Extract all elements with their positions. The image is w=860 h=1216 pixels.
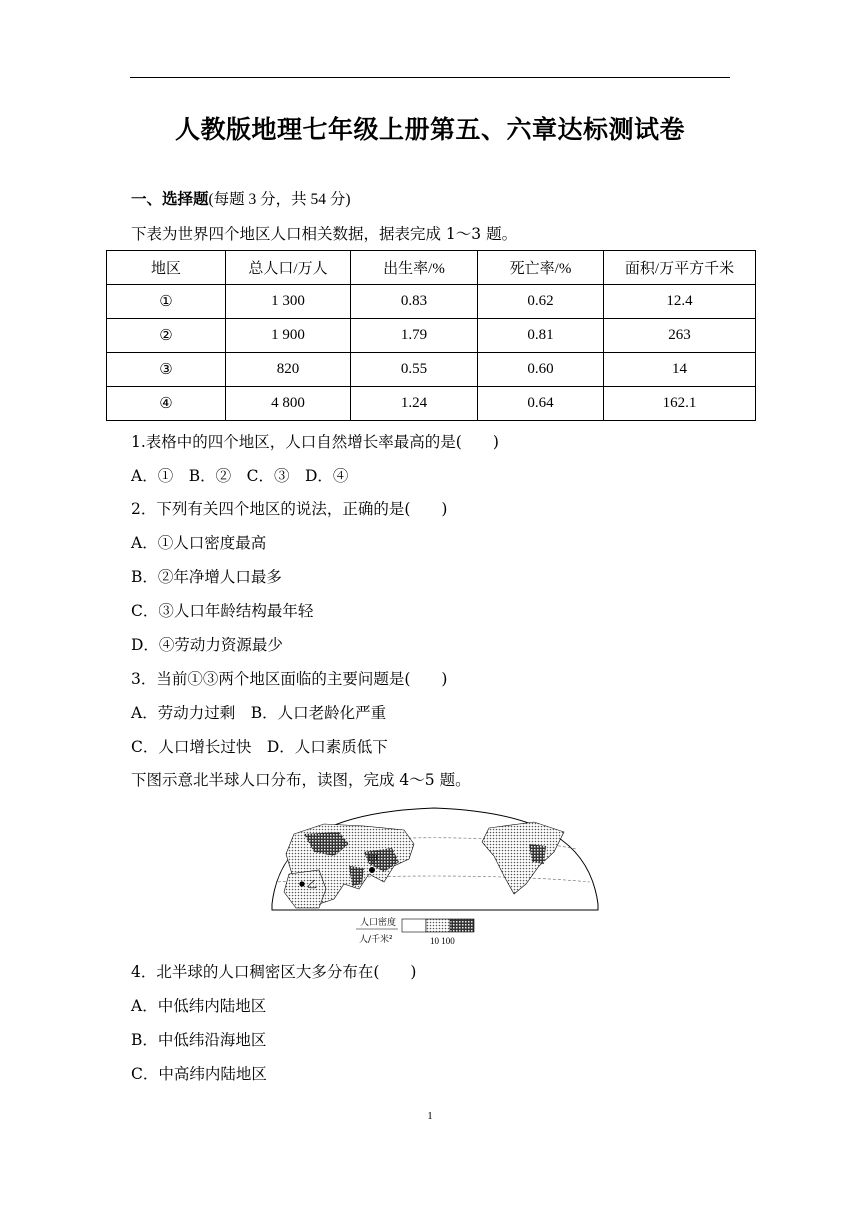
table-cell: 0.81 <box>478 319 604 353</box>
table-header: 死亡率/% <box>478 251 604 285</box>
question-3-stem: 3．当前①③两个地区面临的主要问题是( ) <box>131 670 448 688</box>
question-2-option-b: B．②年净增人口最多 <box>131 568 282 586</box>
table-cell: 0.83 <box>351 285 478 319</box>
table-row <box>107 285 756 319</box>
table-cell: 820 <box>226 353 351 387</box>
table-cell: 12.4 <box>604 285 756 319</box>
legend-swatch-mid <box>426 919 450 932</box>
question-4-option-a: A．中低纬内陆地区 <box>131 997 267 1015</box>
table-cell: 4 800 <box>226 387 351 421</box>
table-cell: 14 <box>604 353 756 387</box>
table-cell: 1.79 <box>351 319 478 353</box>
table-cell: ① <box>107 285 226 319</box>
page-number: 1 <box>427 1110 433 1122</box>
table-cell: ④ <box>107 387 226 421</box>
section-title: 一、选择题 <box>131 190 209 208</box>
question-4-option-b: B．中低纬沿海地区 <box>131 1031 267 1049</box>
table-header: 地区 <box>107 251 226 285</box>
question-2-option-d: D．④劳动力资源最少 <box>131 636 283 654</box>
table-row <box>107 319 756 353</box>
header-rule <box>130 77 730 78</box>
section-heading <box>131 189 351 210</box>
population-table <box>106 250 756 421</box>
table-cell: 0.55 <box>351 353 478 387</box>
section-score-note: (每题 3 分，共 54 分) <box>208 191 351 208</box>
table-cell: 162.1 <box>604 387 756 421</box>
legend-unit: 人/千米² <box>359 935 393 945</box>
question-2-stem: 2．下列有关四个地区的说法，正确的是( ) <box>131 500 448 518</box>
question-1-stem: 1.表格中的四个地区，人口自然增长率最高的是( ) <box>131 433 499 451</box>
table-cell: ③ <box>107 353 226 387</box>
legend-swatch-high <box>450 919 474 932</box>
question-4-option-c: C．中高纬内陆地区 <box>131 1065 267 1083</box>
table-cell: 1.24 <box>351 387 478 421</box>
table-header: 面积/万平方千米 <box>604 251 756 285</box>
label-jia: 甲 <box>368 855 378 866</box>
table-cell: 0.60 <box>478 353 604 387</box>
table-header: 出生率/% <box>351 251 478 285</box>
population-distribution-map <box>264 804 604 949</box>
table-intro: 下表为世界四个地区人口相关数据，据表完成 1～3 题。 <box>131 225 518 243</box>
legend-title: 人口密度 <box>360 918 397 928</box>
question-1-options: A．① B．② C．③ D．④ <box>131 467 349 485</box>
question-2-option-a: A．①人口密度最高 <box>131 534 267 552</box>
question-2-option-c: C．③人口年龄结构最年轻 <box>131 602 314 620</box>
table-cell: 263 <box>604 319 756 353</box>
page-title: 人教版地理七年级上册第五、六章达标测试卷 <box>174 115 685 144</box>
label-yi: 乙 <box>307 880 317 891</box>
table-cell: 0.62 <box>478 285 604 319</box>
legend-values: 10 100 <box>430 936 455 946</box>
table-header-row <box>107 251 756 285</box>
table-cell: 0.64 <box>478 387 604 421</box>
table-row <box>107 353 756 387</box>
table-cell: 1 900 <box>226 319 351 353</box>
legend-swatch-low <box>402 919 426 932</box>
marker-jia <box>369 867 375 873</box>
table-cell: ② <box>107 319 226 353</box>
marker-yi <box>299 881 304 886</box>
table-header: 总人口/万人 <box>226 251 351 285</box>
question-4-stem: 4．北半球的人口稠密区大多分布在( ) <box>131 963 417 981</box>
table-cell: 1 300 <box>226 285 351 319</box>
map-intro: 下图示意北半球人口分布，读图，完成 4～5 题。 <box>131 771 471 789</box>
table-row <box>107 387 756 421</box>
question-3-options-row1: A．劳动力过剩 B．人口老龄化严重 <box>131 704 387 722</box>
question-3-options-row2: C．人口增长过快 D．人口素质低下 <box>131 738 388 756</box>
